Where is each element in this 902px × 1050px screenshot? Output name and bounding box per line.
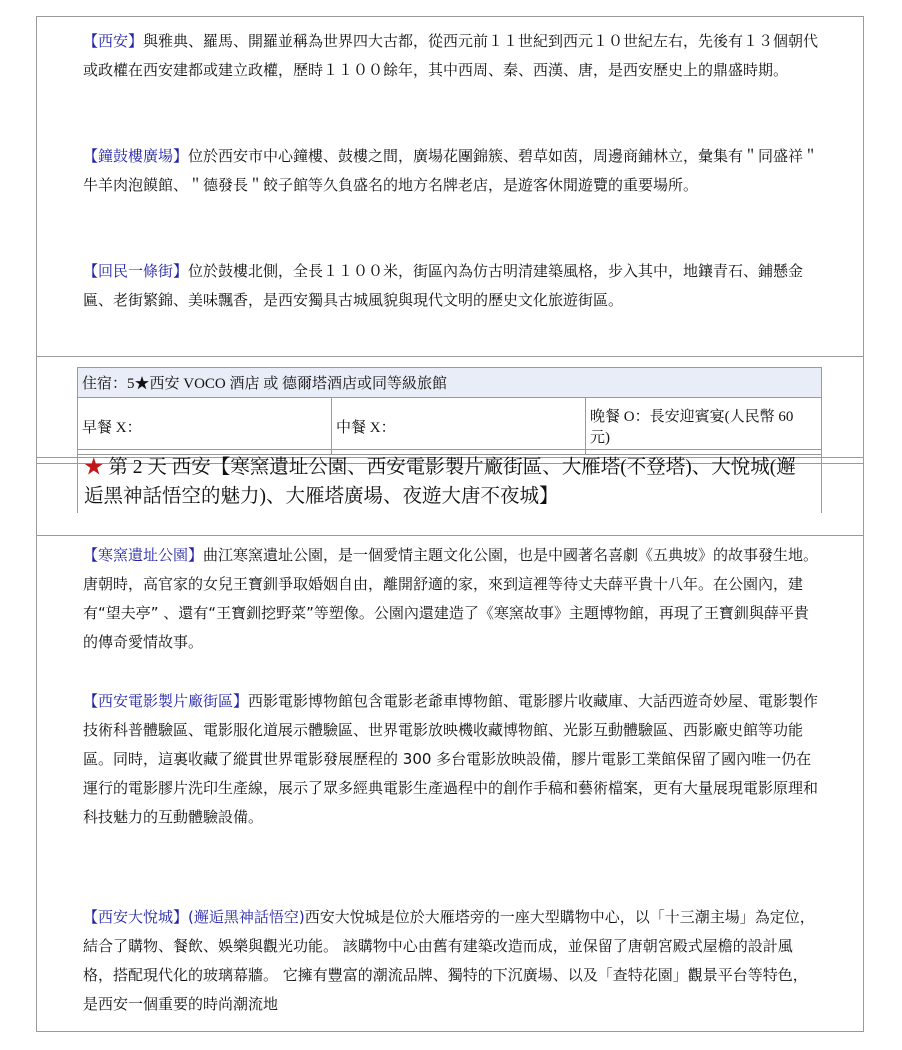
day2-title: 第 2 天 西安【寒窯遺址公園、西安電影製片廠街區、大雁塔(不登塔)、大悅城(邂逅黑神話悟空的魅力)、大雁塔廣場、夜遊大唐不夜城】 [84, 457, 796, 507]
muslim-street-section [37, 257, 863, 315]
joy-city-paragraph [37, 903, 863, 1019]
bell-drum-section [37, 142, 863, 200]
hanyao-paragraph [37, 541, 863, 657]
divider [37, 535, 863, 536]
divider [37, 356, 863, 357]
lunch-cell: 中餐 X： [332, 398, 586, 455]
xian-paragraph [37, 27, 863, 85]
joy-city-tag: 【西安大悅城】 [83, 908, 189, 926]
hotel-cell: 住宿：5★西安 VOCO 酒店 或 德爾塔酒店或同等級旅館 [78, 368, 822, 398]
muslim-street-text: 位於鼓樓北側，全長１１００米，街區內為仿古明清建築風格，步入其中，地鑲青石、鋪懸金匾、老街繁錦、美味飄香，是西安獨具古城風貌與現代文明的歷史文化旅遊街區。 [83, 262, 804, 309]
star-icon: ★ [84, 457, 104, 478]
film-studio-section [37, 687, 863, 832]
film-studio-paragraph [37, 687, 863, 832]
stay-table [77, 367, 822, 455]
bell-drum-paragraph [37, 142, 863, 200]
bell-drum-text: 位於西安市中心鐘樓、鼓樓之間，廣場花團錦簇、碧草如茵，周邊商鋪林立，彙集有＂同盛祥＂牛羊肉泡饃館、＂德發長＂餃子館等久負盛名的地方名牌老店，是遊客休閒遊覽的重要場所。 [83, 147, 819, 194]
film-studio-tag: 【西安電影製片廠街區】 [83, 692, 249, 710]
hanyao-text: 曲江寒窯遺址公園，是一個愛情主題文化公園，也是中國著名喜劇《五典坡》的故事發生地。唐朝時，高官家的女兒王寶釧爭取婚姻自由，離開舒適的家，來到這裡等待丈夫薛平貴十八年。在公園內，建有“望夫亭” 、還有“王寶釧挖野菜”等塑像。公園內還建造了《寒窯故事》主題博物館，再現了王寶釧與薛平貴的傳奇愛情故事。 [83, 546, 819, 651]
hanyao-section [37, 541, 863, 657]
stay-hotel-row [78, 368, 822, 398]
xian-tag: 【西安】 [83, 32, 144, 50]
meals-row [78, 398, 822, 455]
xian-text: 與雅典、羅馬、開羅並稱為世界四大古都，從西元前１１世紀到西元１０世紀左右，先後有１３個朝代或政權在西安建都或建立政權，歷時１１００餘年，其中西周、秦、西漢、唐，是西安歷史上的鼎盛時期。 [83, 32, 819, 79]
joy-city-tag-extra: (邂逅黑神話悟空) [188, 908, 305, 926]
muslim-street-paragraph [37, 257, 863, 315]
breakfast-cell: 早餐 X： [78, 398, 332, 455]
intro-section [37, 27, 863, 85]
itinerary-page [36, 16, 864, 1032]
hanyao-tag: 【寒窯遺址公園】 [83, 546, 204, 564]
joy-city-section [37, 903, 863, 1019]
muslim-street-tag: 【回民一條街】 [83, 262, 189, 280]
film-studio-text: 西影電影博物館包含電影老爺車博物館、電影膠片收藏庫、大話西遊奇妙屋、電影製作技術科普體驗區、電影服化道展示體驗區、世界電影放映機收藏博物館、光影互動體驗區、西影廠史館等功能區。同時，這裏收藏了縱貫世界電影發展歷程的 300 多台電影放映設備，膠片電影工業館保留了國內唯一仍在運行的電影膠片洗印生產線，展示了眾多經典電影生產過程中的創作手稿和藝術檔案，更有大量展現電影原理和科技魅力的互動體驗設備。 [83, 692, 819, 826]
joy-city-text: 西安大悅城是位於大雁塔旁的一座大型購物中心，以「十三潮主場」為定位，結合了購物、餐飲、娛樂與觀光功能。 該購物中心由舊有建築改造而成，並保留了唐朝宮殿式屋檐的設計風格，搭配現代化的玻璃幕牆。 它擁有豐富的潮流品牌、獨特的下沉廣場、以及「查特花園」觀景平台等特色，是西安一個重要的時尚潮流地 [83, 908, 815, 1013]
bell-drum-tag: 【鐘鼓樓廣場】 [83, 147, 189, 165]
day2-heading [77, 449, 822, 513]
dinner-cell: 晚餐 O：長安迎賓宴(人民幣 60 元) [586, 398, 822, 455]
